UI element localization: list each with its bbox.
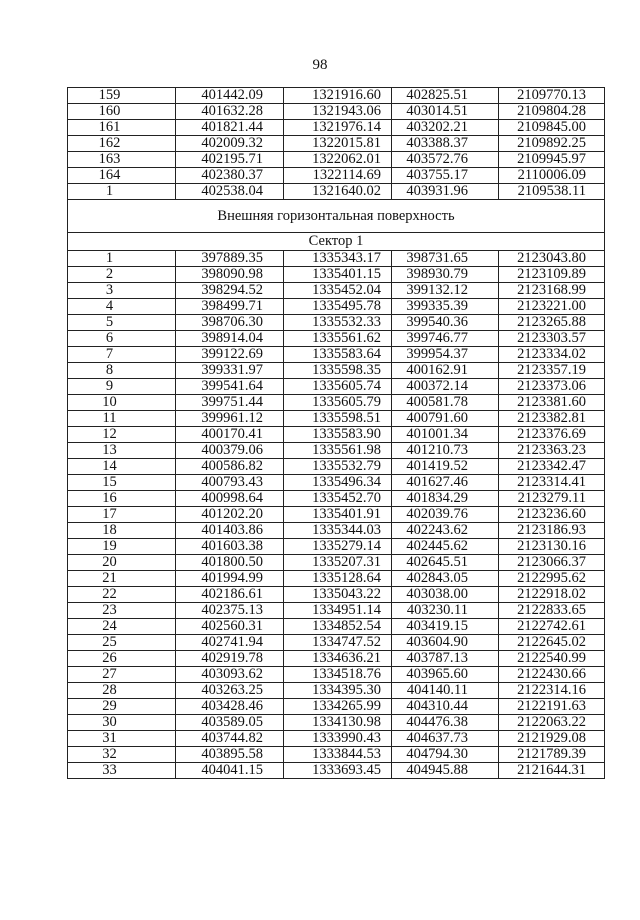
- table-row: [68, 683, 605, 699]
- point-number-cell: 161: [68, 120, 176, 136]
- coordinate-cell: 2123236.60: [499, 507, 605, 523]
- point-number-cell: 32: [68, 747, 176, 763]
- coordinate-cell: 398930.79: [392, 267, 499, 283]
- coordinate-cell: 400162.91: [392, 363, 499, 379]
- coordinate-cell: 403263.25: [176, 683, 284, 699]
- coordinate-cell: 403787.13: [392, 651, 499, 667]
- table-row: [68, 635, 605, 651]
- point-number-cell: 18: [68, 523, 176, 539]
- table-row: [68, 587, 605, 603]
- coordinate-cell: 1321640.02: [284, 184, 392, 200]
- coordinate-cell: 399751.44: [176, 395, 284, 411]
- coordinate-cell: 2122540.99: [499, 651, 605, 667]
- point-number-cell: 19: [68, 539, 176, 555]
- coordinate-cell: 2123043.80: [499, 251, 605, 267]
- coordinate-cell: 400793.43: [176, 475, 284, 491]
- table-row: [68, 283, 605, 299]
- coordinate-cell: 400791.60: [392, 411, 499, 427]
- coordinate-cell: 399122.69: [176, 347, 284, 363]
- coordinate-cell: 403589.05: [176, 715, 284, 731]
- coordinate-cell: 404637.73: [392, 731, 499, 747]
- coordinate-cell: 1334852.54: [284, 619, 392, 635]
- point-number-cell: 160: [68, 104, 176, 120]
- coordinate-cell: 401442.09: [176, 88, 284, 104]
- coordinate-cell: 2123373.06: [499, 379, 605, 395]
- point-number-cell: 30: [68, 715, 176, 731]
- coordinate-cell: 1333844.53: [284, 747, 392, 763]
- coordinate-cell: 2123382.81: [499, 411, 605, 427]
- coordinate-cell: 402380.37: [176, 168, 284, 184]
- coordinate-cell: 1335495.78: [284, 299, 392, 315]
- table-row: [68, 731, 605, 747]
- coordinate-cell: 1335598.35: [284, 363, 392, 379]
- coordinate-cell: 1335532.33: [284, 315, 392, 331]
- table-row: [68, 699, 605, 715]
- coordinate-cell: 1335496.34: [284, 475, 392, 491]
- coordinate-cell: 402186.61: [176, 587, 284, 603]
- coordinate-cell: 399335.39: [392, 299, 499, 315]
- coordinate-cell: 2122314.16: [499, 683, 605, 699]
- coordinate-cell: 401632.28: [176, 104, 284, 120]
- coordinate-cell: 401800.50: [176, 555, 284, 571]
- coordinate-cell: 398914.04: [176, 331, 284, 347]
- coordinate-cell: 402009.32: [176, 136, 284, 152]
- table-row: [68, 715, 605, 731]
- coordinate-cell: 403419.15: [392, 619, 499, 635]
- coordinate-cell: 2123130.16: [499, 539, 605, 555]
- point-number-cell: 15: [68, 475, 176, 491]
- point-number-cell: 6: [68, 331, 176, 347]
- point-number-cell: 8: [68, 363, 176, 379]
- point-number-cell: 21: [68, 571, 176, 587]
- coordinate-cell: 1334636.21: [284, 651, 392, 667]
- section-row: [68, 200, 605, 233]
- point-number-cell: 9: [68, 379, 176, 395]
- coordinate-cell: 402445.62: [392, 539, 499, 555]
- coordinate-cell: 404794.30: [392, 747, 499, 763]
- coordinate-cell: 2109770.13: [499, 88, 605, 104]
- coordinate-cell: 399961.12: [176, 411, 284, 427]
- coordinate-cell: 1322062.01: [284, 152, 392, 168]
- coordinate-cell: 2122995.62: [499, 571, 605, 587]
- coordinate-cell: 1335583.90: [284, 427, 392, 443]
- coordinate-cell: 1333990.43: [284, 731, 392, 747]
- table-row: [68, 475, 605, 491]
- coordinate-cell: 400581.78: [392, 395, 499, 411]
- coordinate-cell: 2123168.99: [499, 283, 605, 299]
- coordinate-cell: 400170.41: [176, 427, 284, 443]
- coordinate-cell: 2123109.89: [499, 267, 605, 283]
- coordinate-cell: 2123376.69: [499, 427, 605, 443]
- point-number-cell: 16: [68, 491, 176, 507]
- coordinate-cell: 2122918.02: [499, 587, 605, 603]
- point-number-cell: 27: [68, 667, 176, 683]
- coordinate-cell: 404041.15: [176, 763, 284, 779]
- coordinate-cell: 401202.20: [176, 507, 284, 523]
- table-row: [68, 667, 605, 683]
- coordinate-cell: 1335343.17: [284, 251, 392, 267]
- coordinate-cell: 2123357.19: [499, 363, 605, 379]
- coordinates-table: [67, 87, 605, 779]
- coordinate-cell: 403895.58: [176, 747, 284, 763]
- coordinate-cell: 403744.82: [176, 731, 284, 747]
- table-row: [68, 88, 605, 104]
- coordinate-cell: 2122430.66: [499, 667, 605, 683]
- point-number-cell: 164: [68, 168, 176, 184]
- coordinate-cell: 1335583.64: [284, 347, 392, 363]
- coordinate-cell: 1335605.74: [284, 379, 392, 395]
- point-number-cell: 22: [68, 587, 176, 603]
- table-row: [68, 523, 605, 539]
- table-row: [68, 379, 605, 395]
- coordinate-cell: 1335279.14: [284, 539, 392, 555]
- table-row: [68, 395, 605, 411]
- coordinate-cell: 398090.98: [176, 267, 284, 283]
- coordinate-cell: 401627.46: [392, 475, 499, 491]
- coordinate-cell: 398706.30: [176, 315, 284, 331]
- point-number-cell: 23: [68, 603, 176, 619]
- point-number-cell: 2: [68, 267, 176, 283]
- table-row: [68, 184, 605, 200]
- coordinate-cell: 403202.21: [392, 120, 499, 136]
- coordinate-cell: 2122063.22: [499, 715, 605, 731]
- table-row: [68, 347, 605, 363]
- coordinate-cell: 402825.51: [392, 88, 499, 104]
- coordinate-cell: 1335532.79: [284, 459, 392, 475]
- coordinate-cell: 1334518.76: [284, 667, 392, 683]
- point-number-cell: 7: [68, 347, 176, 363]
- coordinate-cell: 2122191.63: [499, 699, 605, 715]
- coordinate-cell: 1322114.69: [284, 168, 392, 184]
- coordinate-cell: 403755.17: [392, 168, 499, 184]
- coordinate-cell: 1335452.04: [284, 283, 392, 299]
- table-row: [68, 459, 605, 475]
- page-number: 98: [312, 57, 328, 73]
- coordinate-cell: 401403.86: [176, 523, 284, 539]
- coordinate-cell: 399541.64: [176, 379, 284, 395]
- coordinate-cell: 1333693.45: [284, 763, 392, 779]
- point-number-cell: 11: [68, 411, 176, 427]
- coordinate-cell: 399331.97: [176, 363, 284, 379]
- table-row: [68, 443, 605, 459]
- coordinate-cell: 1335043.22: [284, 587, 392, 603]
- coordinate-cell: 2123363.23: [499, 443, 605, 459]
- coordinate-cell: 398499.71: [176, 299, 284, 315]
- table-row: [68, 315, 605, 331]
- coordinate-cell: 1335452.70: [284, 491, 392, 507]
- point-number-cell: 33: [68, 763, 176, 779]
- table-row: [68, 619, 605, 635]
- table-row: [68, 331, 605, 347]
- point-number-cell: 31: [68, 731, 176, 747]
- coordinate-cell: 403093.62: [176, 667, 284, 683]
- coordinate-cell: 402375.13: [176, 603, 284, 619]
- table-sector-rows: [68, 251, 605, 779]
- coordinate-cell: 402243.62: [392, 523, 499, 539]
- coordinate-cell: 403014.51: [392, 104, 499, 120]
- table-row: [68, 539, 605, 555]
- coordinate-cell: 2123342.47: [499, 459, 605, 475]
- coordinate-cell: 398294.52: [176, 283, 284, 299]
- coordinate-cell: 403388.37: [392, 136, 499, 152]
- coordinate-cell: 2122833.65: [499, 603, 605, 619]
- coordinate-cell: 401834.29: [392, 491, 499, 507]
- table-row: [68, 152, 605, 168]
- coordinate-cell: 402843.05: [392, 571, 499, 587]
- coordinate-cell: 403230.11: [392, 603, 499, 619]
- coordinate-cell: 1335401.91: [284, 507, 392, 523]
- coordinate-cell: 2121929.08: [499, 731, 605, 747]
- coordinate-cell: 399540.36: [392, 315, 499, 331]
- coordinate-cell: 401603.38: [176, 539, 284, 555]
- coordinate-cell: 2121644.31: [499, 763, 605, 779]
- coordinate-cell: 2122645.02: [499, 635, 605, 651]
- table-row: [68, 267, 605, 283]
- coordinate-cell: 1335561.98: [284, 443, 392, 459]
- coordinate-cell: 2123279.11: [499, 491, 605, 507]
- coordinate-cell: 2123303.57: [499, 331, 605, 347]
- coordinate-cell: 403965.60: [392, 667, 499, 683]
- coordinate-cell: 1335561.62: [284, 331, 392, 347]
- table-top-rows: [68, 88, 605, 200]
- point-number-cell: 3: [68, 283, 176, 299]
- table-row: [68, 120, 605, 136]
- point-number-cell: 12: [68, 427, 176, 443]
- point-number-cell: 26: [68, 651, 176, 667]
- point-number-cell: 10: [68, 395, 176, 411]
- point-number-cell: 1: [68, 251, 176, 267]
- coordinate-cell: 404945.88: [392, 763, 499, 779]
- table-row: [68, 491, 605, 507]
- coordinate-cell: 2109945.97: [499, 152, 605, 168]
- point-number-cell: 162: [68, 136, 176, 152]
- point-number-cell: 1: [68, 184, 176, 200]
- point-number-cell: 4: [68, 299, 176, 315]
- coordinate-cell: 402039.76: [392, 507, 499, 523]
- coordinate-cell: 2123186.93: [499, 523, 605, 539]
- coordinate-cell: 398731.65: [392, 251, 499, 267]
- coordinate-cell: 1334951.14: [284, 603, 392, 619]
- coordinate-cell: 400586.82: [176, 459, 284, 475]
- table-row: [68, 411, 605, 427]
- coordinate-cell: 402560.31: [176, 619, 284, 635]
- coordinate-cell: 1335598.51: [284, 411, 392, 427]
- table-row: [68, 104, 605, 120]
- table-row: [68, 136, 605, 152]
- coordinate-cell: 403604.90: [392, 635, 499, 651]
- point-number-cell: 20: [68, 555, 176, 571]
- coordinate-cell: 403038.00: [392, 587, 499, 603]
- sector-row: [68, 233, 605, 251]
- coordinate-cell: 404476.38: [392, 715, 499, 731]
- coordinate-cell: 400998.64: [176, 491, 284, 507]
- coordinate-cell: 402538.04: [176, 184, 284, 200]
- coordinate-cell: 399954.37: [392, 347, 499, 363]
- coordinate-cell: 397889.35: [176, 251, 284, 267]
- coordinate-cell: 2121789.39: [499, 747, 605, 763]
- coordinate-cell: 2123066.37: [499, 555, 605, 571]
- coordinate-cell: 1335344.03: [284, 523, 392, 539]
- table-row: [68, 427, 605, 443]
- coordinate-cell: 2122742.61: [499, 619, 605, 635]
- coordinate-cell: 402195.71: [176, 152, 284, 168]
- point-number-cell: 5: [68, 315, 176, 331]
- table-row: [68, 299, 605, 315]
- coordinate-cell: 2110006.09: [499, 168, 605, 184]
- point-number-cell: 24: [68, 619, 176, 635]
- coordinate-cell: 1334265.99: [284, 699, 392, 715]
- coordinate-cell: 403428.46: [176, 699, 284, 715]
- table-section-header: [68, 200, 605, 251]
- coordinate-cell: 2109892.25: [499, 136, 605, 152]
- coordinate-cell: 2109538.11: [499, 184, 605, 200]
- coordinate-cell: 2123314.41: [499, 475, 605, 491]
- table-row: [68, 603, 605, 619]
- point-number-cell: 25: [68, 635, 176, 651]
- coordinate-cell: 1335128.64: [284, 571, 392, 587]
- coordinate-cell: 401419.52: [392, 459, 499, 475]
- table-row: [68, 763, 605, 779]
- coordinate-cell: 1335207.31: [284, 555, 392, 571]
- coordinate-cell: 401001.34: [392, 427, 499, 443]
- table-row: [68, 251, 605, 267]
- coordinate-cell: 2123334.02: [499, 347, 605, 363]
- table-row: [68, 555, 605, 571]
- table-row: [68, 168, 605, 184]
- coordinate-cell: 399746.77: [392, 331, 499, 347]
- coordinate-cell: 1334395.30: [284, 683, 392, 699]
- coordinate-cell: 2109845.00: [499, 120, 605, 136]
- coordinate-cell: 403572.76: [392, 152, 499, 168]
- coordinate-cell: 2123265.88: [499, 315, 605, 331]
- coordinate-cell: 402919.78: [176, 651, 284, 667]
- coordinate-cell: 401210.73: [392, 443, 499, 459]
- coordinate-cell: 1322015.81: [284, 136, 392, 152]
- table-row: [68, 747, 605, 763]
- coordinate-cell: 1321943.06: [284, 104, 392, 120]
- point-number-cell: 28: [68, 683, 176, 699]
- point-number-cell: 14: [68, 459, 176, 475]
- coordinate-cell: 400379.06: [176, 443, 284, 459]
- coordinate-cell: 403931.96: [392, 184, 499, 200]
- point-number-cell: 163: [68, 152, 176, 168]
- coordinate-cell: 1335605.79: [284, 395, 392, 411]
- coordinate-cell: 2123381.60: [499, 395, 605, 411]
- coordinate-cell: 404140.11: [392, 683, 499, 699]
- coordinate-cell: 1334130.98: [284, 715, 392, 731]
- coordinate-cell: 2123221.00: [499, 299, 605, 315]
- coordinate-cell: 402645.51: [392, 555, 499, 571]
- coordinate-cell: 399132.12: [392, 283, 499, 299]
- section-title: Внешняя горизонтальная поверхность: [68, 200, 605, 233]
- table-row: [68, 571, 605, 587]
- sector-title: Сектор 1: [68, 233, 605, 251]
- coordinate-cell: 401821.44: [176, 120, 284, 136]
- point-number-cell: 29: [68, 699, 176, 715]
- point-number-cell: 159: [68, 88, 176, 104]
- table-row: [68, 507, 605, 523]
- coordinate-cell: 1335401.15: [284, 267, 392, 283]
- coordinate-cell: 1321916.60: [284, 88, 392, 104]
- coordinate-cell: 1334747.52: [284, 635, 392, 651]
- point-number-cell: 13: [68, 443, 176, 459]
- table-row: [68, 651, 605, 667]
- coordinate-cell: 2109804.28: [499, 104, 605, 120]
- table-row: [68, 363, 605, 379]
- coordinate-cell: 402741.94: [176, 635, 284, 651]
- point-number-cell: 17: [68, 507, 176, 523]
- coordinate-cell: 404310.44: [392, 699, 499, 715]
- coordinate-cell: 401994.99: [176, 571, 284, 587]
- coordinate-cell: 1321976.14: [284, 120, 392, 136]
- coordinate-cell: 400372.14: [392, 379, 499, 395]
